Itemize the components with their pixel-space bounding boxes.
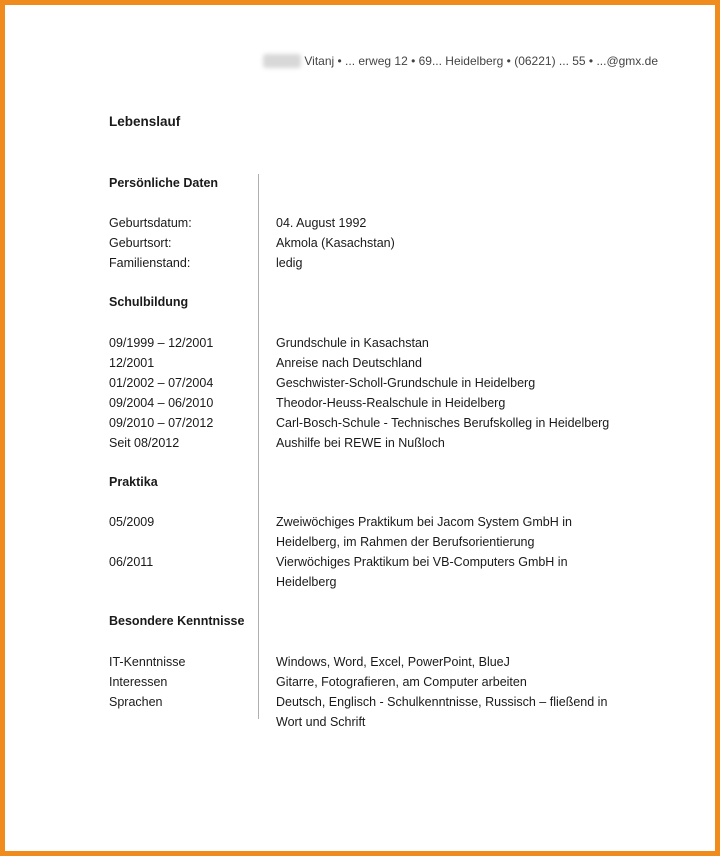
- label-birthdate: Geburtsdatum:: [109, 216, 192, 230]
- value-school-4: Theodor-Heuss-Realschule in Heidelberg: [276, 396, 506, 410]
- value-birthplace: Akmola (Kasachstan): [276, 236, 395, 250]
- page-title: Lebenslauf: [109, 114, 181, 129]
- contact-line: Vitanj • ... erweg 12 • 69... Heidelberg • (06221) ... 55 • ...@gmx.de: [304, 54, 658, 68]
- section-heading-personal: Persönliche Daten: [109, 176, 219, 190]
- label-school-1: 09/1999 – 12/2001: [109, 336, 214, 350]
- label-school-3: 01/2002 – 07/2004: [109, 376, 214, 390]
- contact-header: [263, 54, 658, 68]
- value-school-5: Carl-Bosch-Schule - Technisches Berufskolleg in Heidelberg: [276, 416, 610, 430]
- value-interests: Gitarre, Fotografieren, am Computer arbeiten: [276, 675, 527, 689]
- label-interests: Interessen: [109, 675, 168, 689]
- label-school-4: 09/2004 – 06/2010: [109, 396, 214, 410]
- value-school-1: Grundschule in Kasachstan: [276, 336, 429, 350]
- redacted-name: [263, 54, 301, 68]
- value-marital-status: ledig: [276, 256, 303, 270]
- label-school-6: Seit 08/2012: [109, 436, 180, 450]
- label-marital-status: Familienstand:: [109, 256, 191, 270]
- label-internship-2: 06/2011: [109, 555, 154, 569]
- label-school-2: 12/2001: [109, 356, 155, 370]
- column-divider: [258, 174, 259, 719]
- label-birthplace: Geburtsort:: [109, 236, 172, 250]
- section-heading-internships: Praktika: [109, 475, 158, 489]
- label-it-skills: IT-Kenntnisse: [109, 655, 186, 669]
- value-languages: Deutsch, Englisch - Schulkenntnisse, Russisch – fließend in Wort und Schrift: [276, 695, 608, 729]
- label-languages: Sprachen: [109, 695, 163, 709]
- value-it-skills: Windows, Word, Excel, PowerPoint, BlueJ: [276, 655, 510, 669]
- section-heading-school: Schulbildung: [109, 295, 189, 309]
- value-internship-2: Vierwöchiges Praktikum bei VB-Computers GmbH in Heidelberg: [276, 555, 568, 589]
- value-birthdate: 04. August 1992: [276, 216, 367, 230]
- value-school-6: Aushilfe bei REWE in Nußloch: [276, 436, 445, 450]
- value-school-2: Anreise nach Deutschland: [276, 356, 422, 370]
- label-school-5: 09/2010 – 07/2012: [109, 416, 214, 430]
- section-heading-skills: Besondere Kenntnisse: [109, 614, 245, 628]
- label-internship-1: 05/2009: [109, 515, 155, 529]
- value-internship-1: Zweiwöchiges Praktikum bei Jacom System GmbH in Heidelberg, im Rahmen der Berufsorientierung: [276, 515, 572, 549]
- value-school-3: Geschwister-Scholl-Grundschule in Heidelberg: [276, 376, 536, 390]
